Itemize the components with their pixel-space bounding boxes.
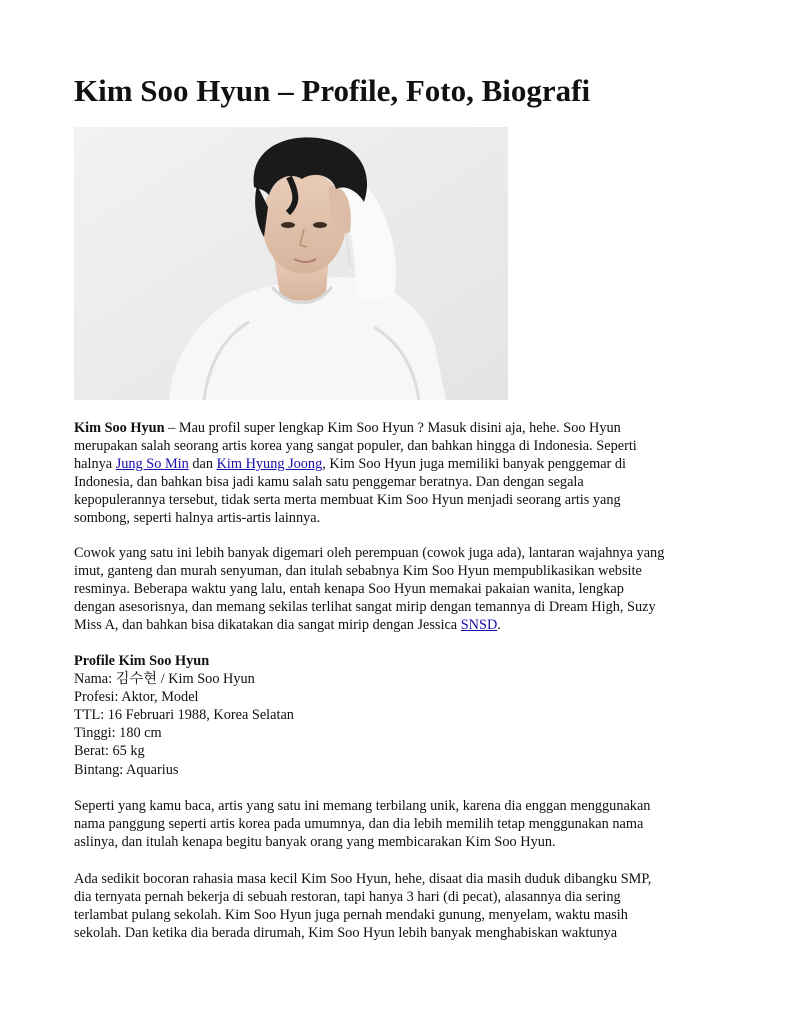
profile-photo — [74, 127, 508, 400]
text-line — [74, 419, 724, 437]
link-jung-so-min[interactable]: Jung So Min — [115, 456, 189, 473]
text-line: sekolah. Dan ketika dia berada dirumah, Kim Soo Hyun lebih banyak menghabiskan waktunya — [74, 925, 618, 942]
text-segment: , Kim Soo Hyun juga memiliki banyak penggemar di — [322, 456, 626, 473]
text-line: resminya. Beberapa waktu yang lalu, entah kenapa Soo Hyun memakai pakaian wanita, lengkap — [74, 581, 624, 598]
profile-tinggi: Tinggi: 180 cm — [74, 725, 162, 742]
text-line: sombong, seperti halnya artis-artis lainnya. — [74, 510, 321, 527]
text-line: Indonesia, dan bahkan bisa jadi kamu salah satu penggemar beratnya. Dan dengan segala — [74, 474, 584, 491]
profile-section — [74, 652, 724, 779]
text-line — [74, 616, 724, 634]
second-paragraph — [74, 544, 724, 634]
text-line: kepopulerannya tersebut, tidak serta merta membuat Kim Soo Hyun menjadi seorang artis yang — [74, 492, 621, 509]
text-line: Cowok yang satu ini lebih banyak digemari oleh perempuan (cowok juga ada), lantaran wajahnya yang — [74, 545, 665, 561]
profile-ttl: TTL: 16 Februari 1988, Korea Selatan — [74, 707, 294, 724]
link-kim-hyung-joong[interactable]: Kim Hyung Joong — [216, 456, 323, 473]
text-segment: dan — [188, 456, 217, 473]
link-snsd[interactable]: SNSD — [460, 617, 498, 634]
subject-name-bold: Kim Soo Hyun — [74, 420, 165, 436]
profile-bintang: Bintang: Aquarius — [74, 761, 179, 778]
page-title: Kim Soo Hyun – Profile, Foto, Biografi — [74, 73, 591, 108]
text-line: terlambat pulang sekolah. Kim Soo Hyun juga pernah mendaki gunung, menyelam, waktu masih — [74, 907, 628, 924]
text-line: Ada sedikit bocoran rahasia masa kecil Kim Soo Hyun, hehe, disaat dia masih duduk dibangku SMP, — [74, 871, 652, 887]
text-segment: halnya — [74, 456, 116, 473]
fourth-paragraph — [74, 870, 724, 942]
intro-paragraph — [74, 419, 724, 528]
text-segment: – Mau profil super lengkap Kim Soo Hyun ? Masuk disini aja, hehe. Soo Hyun — [164, 420, 621, 436]
portrait-illustration — [74, 127, 508, 400]
text-segment: Miss A, dan bahkan bisa dikatakan dia sangat mirip dengan Jessica — [74, 617, 461, 634]
profile-berat: Berat: 65 kg — [74, 743, 145, 760]
profile-heading — [74, 652, 724, 670]
text-line: imut, ganteng dan murah senyuman, dan itulah sebabnya Kim Soo Hyun mempublikasikan website — [74, 563, 642, 580]
profile-nama: Nama: 김수현 / Kim Soo Hyun — [74, 671, 255, 688]
text-line — [74, 455, 724, 473]
text-line: aslinya, dan itulah kenapa begitu banyak orang yang membicarakan Kim Soo Hyun. — [74, 834, 556, 851]
text-line: merupakan salah seorang artis korea yang sangat populer, dan bahkan hingga di Indonesia. Seperti — [74, 438, 637, 455]
third-paragraph — [74, 797, 724, 851]
text-line: Seperti yang kamu baca, artis yang satu ini memang terbilang unik, karena dia enggan menggunakan — [74, 798, 651, 814]
text-line: dia ternyata pernah bekerja di sebuah restoran, tapi hanya 3 hari (di pecat), alasannya dia sering — [74, 889, 621, 906]
text-segment: . — [497, 617, 501, 634]
text-line: dengan asesorisnya, dan memang sekilas terlihat sangat mirip dengan temannya di Dream High, Suzy — [74, 599, 656, 616]
profile-heading-text: Profile Kim Soo Hyun — [74, 653, 210, 669]
text-line: nama panggung seperti artis korea pada umumnya, dan dia lebih memilih tetap menggunakan nama — [74, 816, 644, 833]
profile-profesi: Profesi: Aktor, Model — [74, 689, 199, 706]
